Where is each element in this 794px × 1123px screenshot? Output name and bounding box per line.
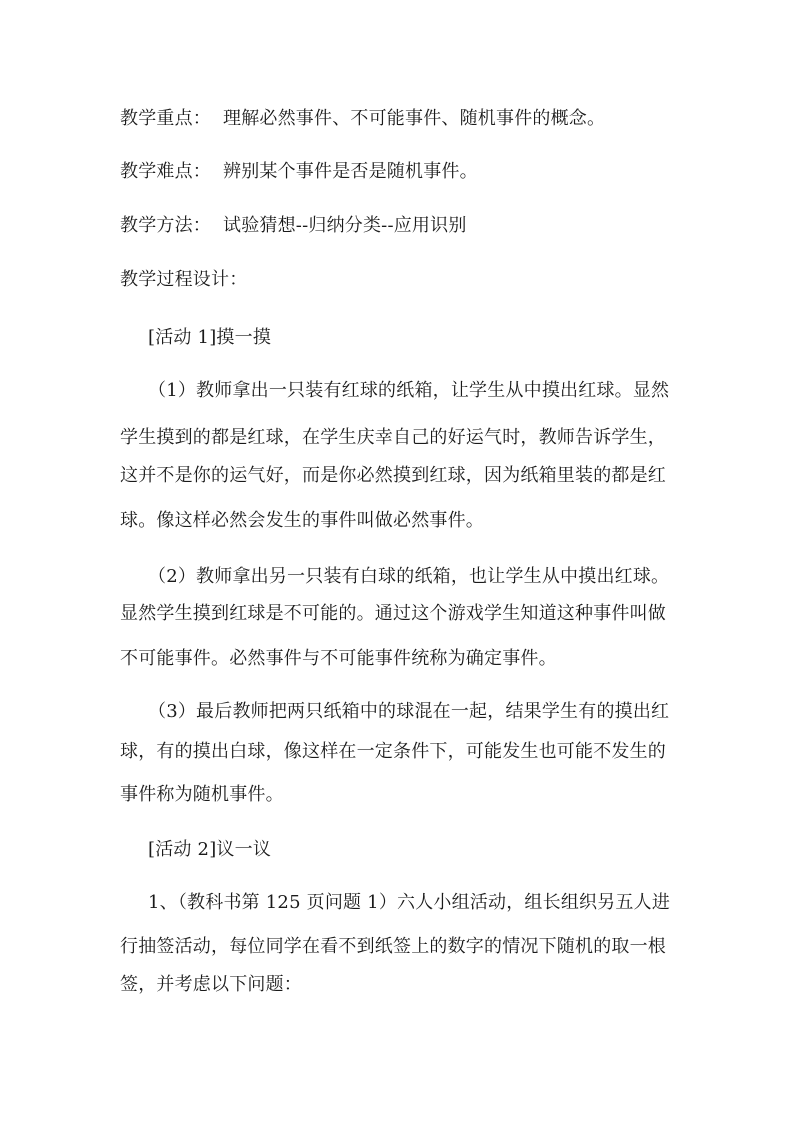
method-label: 教学方法： bbox=[120, 215, 211, 236]
activity2-para1-line: 1、（教科书第 125 页问题 1）六人小组活动，组长组织另五人进 bbox=[148, 892, 671, 913]
difficulty-label: 教学难点： bbox=[120, 161, 211, 182]
activity2-title: [活动 2]议一议 bbox=[148, 839, 272, 860]
activity1-title: [活动 1]摸一摸 bbox=[148, 327, 272, 348]
activity1-para1-line: 这并不是你的运气好，而是你必然摸到红球，因为纸箱里装的都是红 bbox=[120, 465, 666, 486]
activity1-para1-line: （1）教师拿出一只装有红球的纸箱，让学生从中摸出红球。显然 bbox=[148, 380, 670, 401]
activity1-para2-line: （2）教师拿出另一只装有白球的纸箱，也让学生从中摸出红球。 bbox=[148, 566, 670, 587]
activity1-para3-line: （3）最后教师把两只纸箱中的球混在一起，结果学生有的摸出红 bbox=[148, 701, 670, 722]
activity2-para1-line: 签，并考虑以下问题： bbox=[120, 974, 302, 995]
difficulty-line bbox=[120, 160, 478, 184]
key-point-line bbox=[120, 107, 605, 131]
activity1-para1-line: 球。像这样必然会发生的事件叫做必然事件。 bbox=[120, 510, 484, 531]
key-point-label: 教学重点： bbox=[120, 108, 211, 129]
activity1-para3-line: 事件称为随机事件。 bbox=[120, 784, 284, 805]
activity1-para2-line: 显然学生摸到红球是不可能的。通过这个游戏学生知道这种事件叫做 bbox=[120, 603, 666, 624]
method-text: 试验猜想--归纳分类--应用识别 bbox=[223, 215, 467, 236]
process-title: 教学过程设计： bbox=[120, 269, 248, 290]
activity1-para3-line: 球，有的摸出白球，像这样在一定条件下，可能发生也可能不发生的 bbox=[120, 741, 666, 762]
activity1-para1-line: 学生摸到的都是红球，在学生庆幸自己的好运气时，教师告诉学生， bbox=[120, 427, 666, 448]
difficulty-text: 辨别某个事件是否是随机事件。 bbox=[223, 161, 478, 182]
method-line bbox=[120, 214, 467, 238]
activity2-para1-line: 行抽签活动，每位同学在看不到纸签上的数字的情况下随机的取一根 bbox=[120, 936, 666, 957]
key-point-text: 理解必然事件、不可能事件、随机事件的概念。 bbox=[223, 108, 606, 129]
activity1-para2-line: 不可能事件。必然事件与不可能事件统称为确定事件。 bbox=[120, 648, 557, 669]
